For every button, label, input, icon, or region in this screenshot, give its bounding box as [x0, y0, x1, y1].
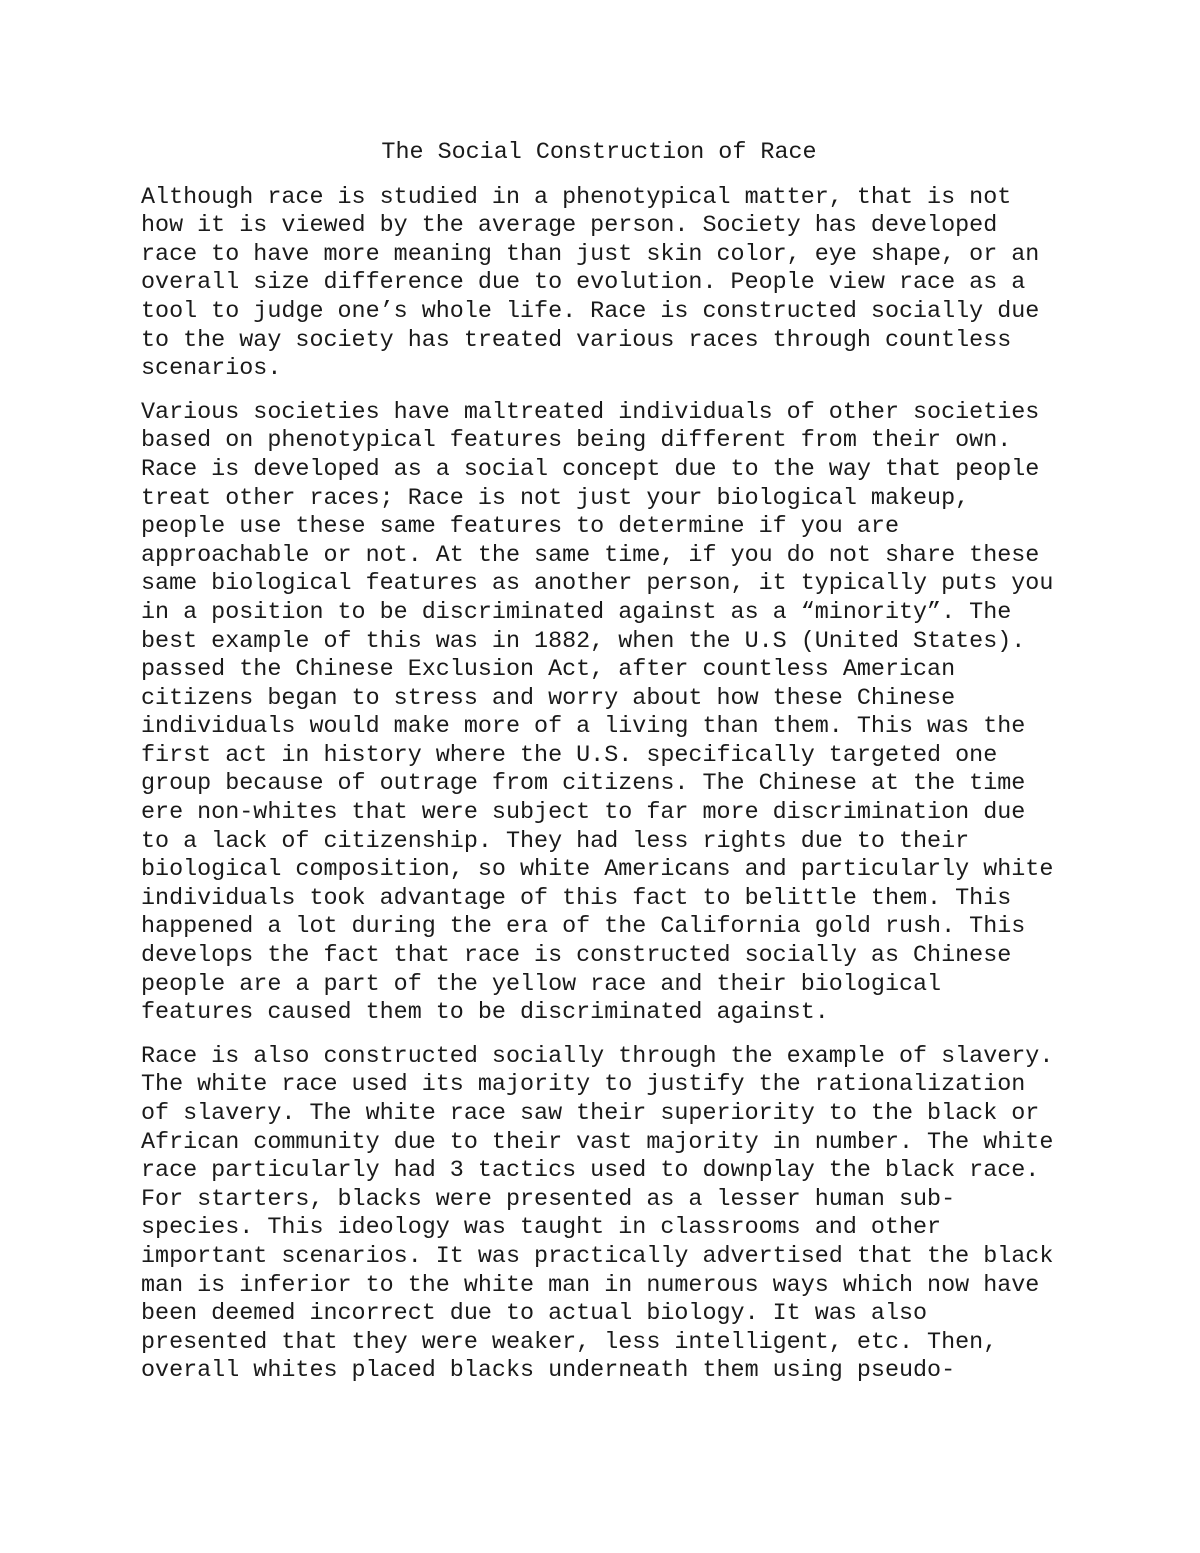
text-line: ere non-whites that were subject to far more discrimination due: [141, 800, 1026, 827]
text-line: species. This ideology was taught in classrooms and other: [141, 1215, 942, 1242]
paragraph-list: [141, 184, 1081, 1386]
text-line: individuals would make more of a living than them. This was the: [141, 714, 1026, 741]
text-line: For starters, blacks were presented as a lesser human sub-: [141, 1186, 956, 1213]
document-body: [141, 139, 1081, 1401]
text-line: important scenarios. It was practically advertised that the black: [141, 1243, 1054, 1270]
text-line: been deemed incorrect due to actual biology. It was also: [141, 1301, 928, 1328]
text-line: Race is developed as a social concept due to the way that people: [141, 456, 1040, 483]
text-line: develops the fact that race is constructed socially as Chinese: [141, 943, 1012, 970]
text-line: scenarios.: [141, 356, 282, 383]
text-line: Various societies have maltreated individuals of other societies: [141, 399, 1040, 426]
text-line: best example of this was in 1882, when the U.S (United States).: [141, 628, 1026, 655]
text-line: African community due to their vast majority in number. The white: [141, 1129, 1054, 1156]
text-line: same biological features as another person, it typically puts you: [141, 571, 1054, 598]
paragraph: [141, 399, 1081, 1028]
text-line: of slavery. The white race saw their superiority to the black or: [141, 1101, 1040, 1127]
text-line: race particularly had 3 tactics used to downplay the black race.: [141, 1158, 1040, 1185]
text-line: passed the Chinese Exclusion Act, after countless American: [141, 657, 956, 684]
text-line: Although race is studied in a phenotypical matter, that is not: [141, 184, 1012, 211]
text-line: individuals took advantage of this fact to belittle them. This: [141, 885, 1012, 912]
text-line: race to have more meaning than just skin color, eye shape, or an: [141, 241, 1040, 268]
text-line: features caused them to be discriminated against.: [141, 1000, 829, 1027]
text-line: how it is viewed by the average person. Society has developed: [141, 213, 998, 240]
text-line: group because of outrage from citizens. The Chinese at the time: [141, 771, 1026, 798]
text-line: man is inferior to the white man in numerous ways which now have: [141, 1272, 1040, 1299]
paragraph: [141, 184, 1081, 384]
text-line: The white race used its majority to justify the rationalization: [141, 1072, 1026, 1099]
paragraph: [141, 1043, 1081, 1386]
text-line: first act in history where the U.S. specifically targeted one: [141, 742, 998, 769]
text-line: Race is also constructed socially through the example of slavery.: [141, 1043, 1054, 1070]
text-line: overall size difference due to evolution. People view race as a: [141, 270, 1026, 297]
text-line: in a position to be discriminated against as a “minority”. The: [141, 599, 1012, 626]
document-title: The Social Construction of Race: [381, 140, 817, 166]
text-line: approachable or not. At the same time, if you do not share these: [141, 542, 1040, 569]
text-line: people are a part of the yellow race and their biological: [141, 971, 942, 998]
text-line: citizens began to stress and worry about how these Chinese: [141, 685, 956, 712]
text-line: tool to judge one’s whole life. Race is constructed socially due: [141, 298, 1040, 325]
text-line: treat other races; Race is not just your biological makeup,: [141, 485, 970, 512]
text-line: biological composition, so white Americans and particularly white: [141, 857, 1054, 884]
text-line: to a lack of citizenship. They had less rights due to their: [141, 828, 970, 855]
text-line: to the way society has treated various races through countless: [141, 327, 1012, 354]
text-line: presented that they were weaker, less intelligent, etc. Then,: [141, 1329, 998, 1356]
text-line: happened a lot during the era of the California gold rush. This: [141, 914, 1026, 941]
text-line: people use these same features to determine if you are: [141, 514, 899, 541]
text-line: based on phenotypical features being different from their own.: [141, 428, 1012, 455]
text-line: overall whites placed blacks underneath them using pseudo-: [141, 1358, 956, 1385]
